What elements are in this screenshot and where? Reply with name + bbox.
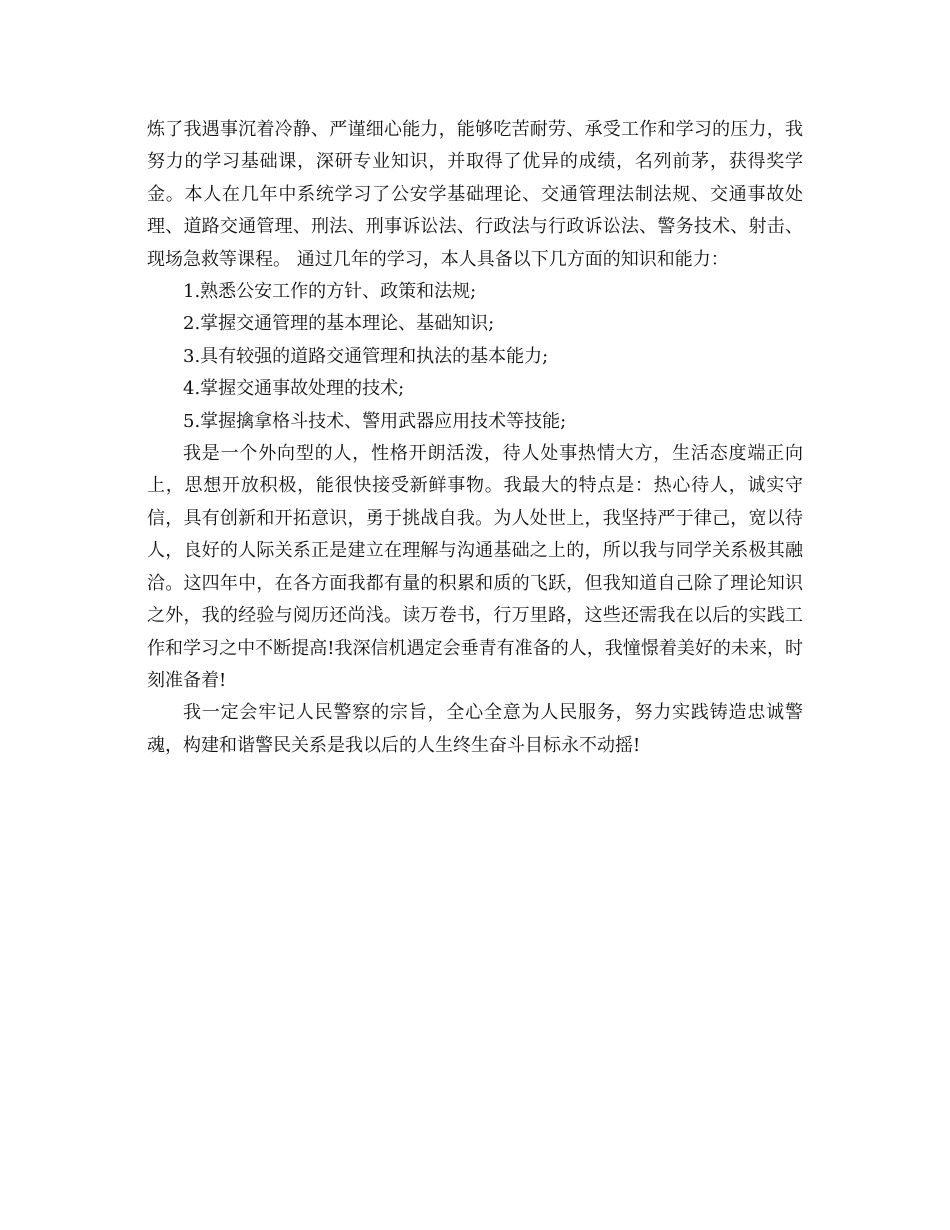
- list-item-1: 1.熟悉公安工作的方针、政策和法规;: [183, 281, 477, 303]
- list-item-2: 2.掌握交通管理的基本理论、基础知识;: [183, 313, 495, 335]
- list-item-3: 3.具有较强的道路交通管理和执法的基本能力;: [183, 345, 549, 367]
- document-body: [147, 114, 803, 762]
- paragraph-commitment: 我一定会牢记人民警察的宗旨，全心全意为人民服务，努力实践铸造忠诚警魂，构建和谐警民关系是我以后的人生终生奋斗目标永不动摇!: [147, 702, 803, 756]
- paragraph-personality: 我是一个外向型的人，性格开朗活泼，待人处事热情大方，生活态度端正向上，思想开放积极，能很快接受新鲜事物。我最大的特点是：热心待人，诚实守信，具有创新和开拓意识，勇于挑战自我。为人处世上，我坚持严于律己，宽以待人，良好的人际关系正是建立在理解与沟通基础之上的，所以我与同学关系极其融洽。这四年中，在各方面我都有量的积累和质的飞跃，但我知道自己除了理论知识之外，我的经验与阅历还尚浅。读万卷书，行万里路，这些还需我在以后的实践工作和学习之中不断提高!我深信机遇定会垂青有准备的人，我憧憬着美好的未来，时刻准备着!: [147, 443, 803, 691]
- list-item-4: 4.掌握交通事故处理的技术;: [183, 378, 405, 400]
- paragraph-study: 炼了我遇事沉着冷静、严谨细心能力，能够吃苦耐劳、承受工作和学习的压力，我努力的学习基础课，深研专业知识，并取得了优异的成绩，名列前茅，获得奖学金。本人在几年中系统学习了公安学基础理论、交通管理法制法规、交通事故处理、道路交通管理、刑法、刑事诉讼法、行政法与行政诉讼法、警务技术、射击、现场急救等课程。 通过几年的学习，本人具备以下几方面的知识和能力：: [147, 119, 803, 270]
- list-item-5: 5.掌握擒拿格斗技术、警用武器应用技术等技能;: [183, 410, 567, 432]
